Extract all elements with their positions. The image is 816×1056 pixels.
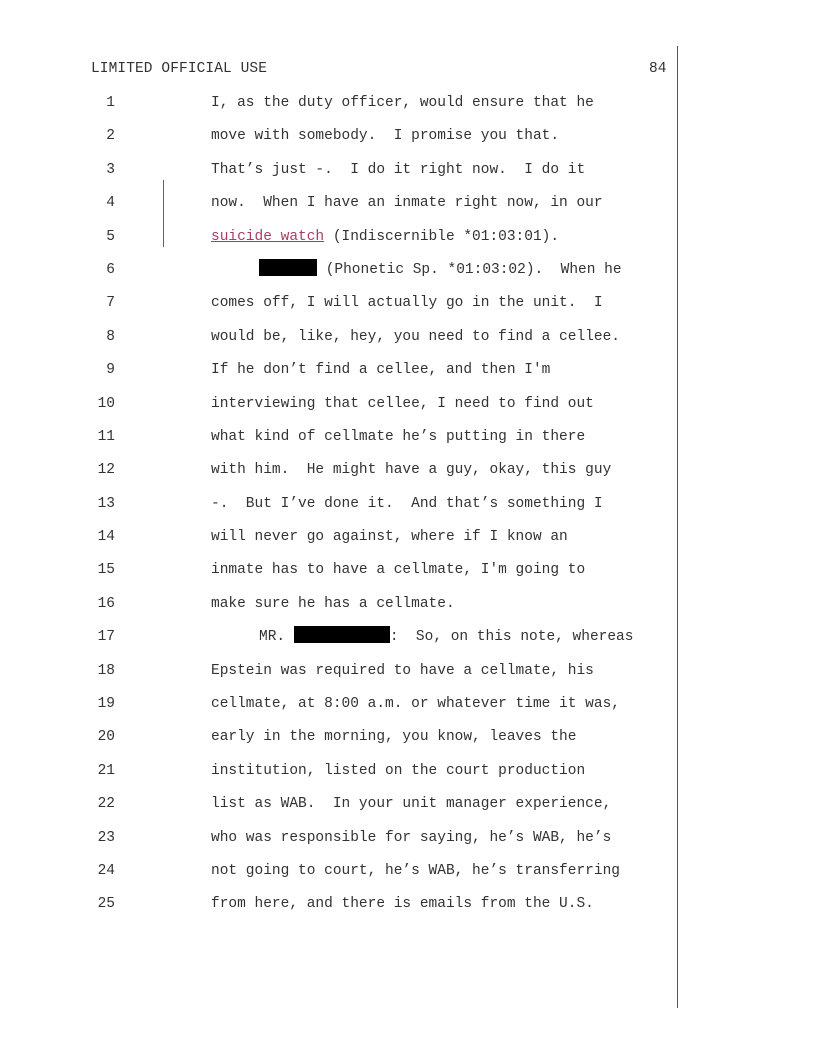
line-number: 20 [97,729,115,746]
line-text: inmate has to have a cellmate, I'm going to [211,562,586,579]
line-text: who was responsible for saying, he’s WAB, he’s [211,829,612,846]
line-number: 3 [106,161,115,178]
line-number: 6 [106,261,115,278]
line-text: If he don’t find a cellee, and then I'm [211,362,551,379]
transcript-line [0,621,816,654]
line-number: 15 [97,562,115,579]
line-text: institution, listed on the court production [211,762,586,779]
line-number: 4 [106,195,115,212]
transcript-line [0,254,816,287]
line-number: 25 [97,896,115,913]
line-number: 22 [97,796,115,813]
transcript-line [0,187,816,220]
line-text-rest: (Phonetic Sp. *01:03:02). When he [317,261,622,278]
line-number: 10 [97,395,115,412]
speaker-prefix: MR. [259,629,294,646]
redaction-box [259,259,317,276]
line-number: 14 [97,529,115,546]
line-number: 5 [106,228,115,245]
line-number: 1 [106,95,115,111]
line-text: interviewing that cellee, I need to find out [211,395,594,412]
transcript-line [0,888,816,921]
transcript-line [0,855,816,888]
line-text: I, as the duty officer, would ensure that he [211,95,594,111]
line-number: 8 [106,328,115,345]
line-number: 23 [97,829,115,846]
line-number: 12 [97,462,115,479]
line-text: early in the morning, you know, leaves the [211,729,577,746]
line-number: 18 [97,662,115,679]
line-text: will never go against, where if I know an [211,529,568,546]
transcript-line [0,688,816,721]
line-number: 19 [97,696,115,713]
transcript-line [0,221,816,254]
transcript-line [0,521,816,554]
line-text: from here, and there is emails from the U.S. [211,896,594,913]
line-number: 16 [97,595,115,612]
line-text: would be, like, hey, you need to find a cellee. [211,328,620,345]
transcript-line [0,120,816,153]
classification-header: LIMITED OFFICIAL USE [91,61,268,77]
line-number: 17 [97,629,115,646]
line-text [259,621,633,654]
transcript-line [0,822,816,855]
line-text-rest: (Indiscernible *01:03:01). [324,228,560,245]
suicide-watch-link[interactable]: suicide watch [211,228,325,245]
transcript-line [0,154,816,187]
line-text: comes off, I will actually go in the unit. I [211,295,603,312]
line-text: That’s just -. I do it right now. I do it [211,161,586,178]
line-text-rest: : So, on this note, whereas [389,629,634,646]
transcript-line [0,721,816,754]
transcript-line [0,788,816,821]
line-text: make sure he has a cellmate. [211,595,455,612]
line-number: 13 [97,495,115,512]
line-number: 11 [97,428,115,445]
transcript-line [0,354,816,387]
line-text: not going to court, he’s WAB, he’s transferring [211,862,620,879]
line-text: list as WAB. In your unit manager experience, [211,796,612,813]
transcript-line [0,454,816,487]
transcript-line [0,321,816,354]
transcript-line [0,755,816,788]
transcript-line [0,87,816,120]
transcript-lines [0,87,816,922]
transcript-line [0,488,816,521]
line-number: 21 [97,762,115,779]
line-number: 2 [106,128,115,145]
line-text [211,221,559,254]
transcript-line [0,421,816,454]
line-text [259,254,622,287]
line-text: cellmate, at 8:00 a.m. or whatever time it was, [211,696,620,713]
transcript-line [0,588,816,621]
line-text: now. When I have an inmate right now, in our [211,195,603,212]
line-number: 7 [106,295,115,312]
line-text: Epstein was required to have a cellmate, his [211,662,594,679]
line-text: move with somebody. I promise you that. [211,128,560,145]
page-number: 84 [649,61,667,77]
transcript-line [0,554,816,587]
line-number: 9 [106,362,115,379]
line-text: what kind of cellmate he’s putting in there [211,428,586,445]
transcript-line [0,287,816,320]
transcript-line [0,388,816,421]
line-text: with him. He might have a guy, okay, this guy [211,462,612,479]
line-text: -. But I’ve done it. And that’s something I [211,495,603,512]
transcript-line [0,655,816,688]
line-number: 24 [97,862,115,879]
redaction-box [294,626,390,643]
